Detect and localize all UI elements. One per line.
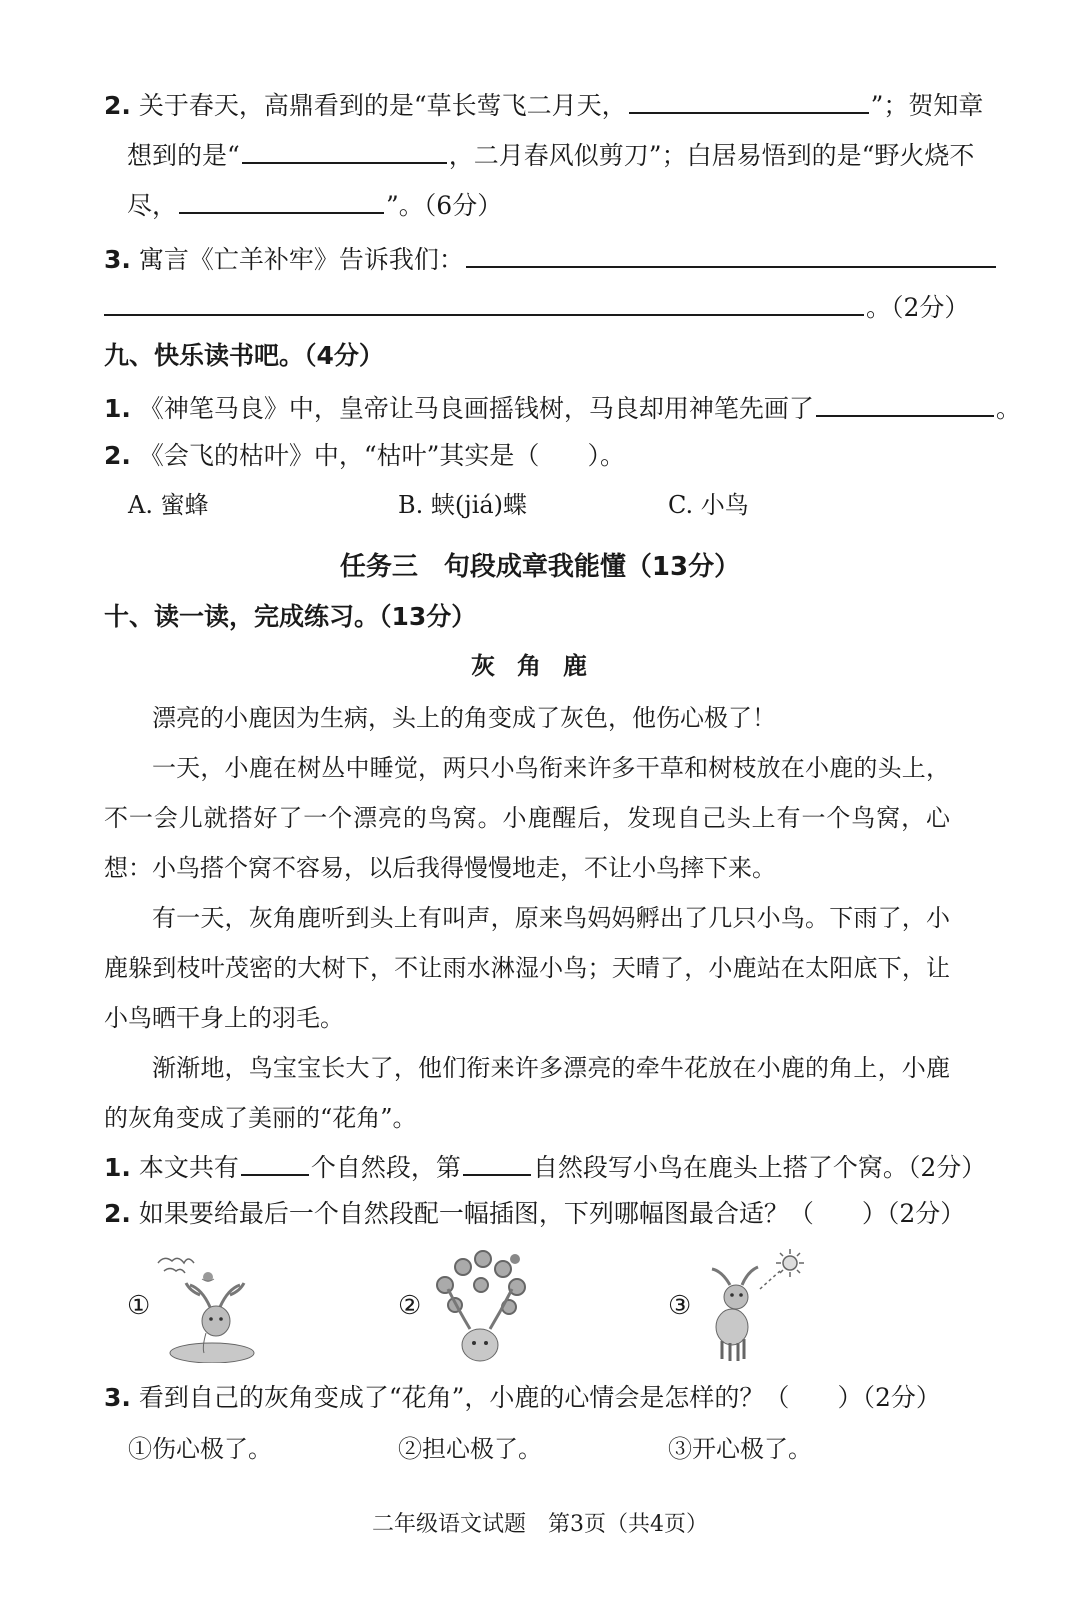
q8-2-line2	[127, 136, 975, 174]
question-text: ”。（6分）	[386, 191, 503, 220]
question-text: 寓言《亡羊补牢》告诉我们：	[138, 245, 464, 274]
answer-blank[interactable]	[104, 288, 864, 316]
antler-icon	[186, 1283, 244, 1307]
option-b[interactable]: B. 蛱(jiá)蝶	[398, 491, 528, 519]
story-paragraph: 有一天，灰角鹿听到头上有叫声，原来鸟妈妈孵出了几只小鸟。下雨了，小鹿躲到枝叶茂密的大树下，不让雨水淋湿小鸟；天晴了，小鹿站在太阳底下，让小鸟晒干身上的羽毛。	[104, 904, 950, 1032]
question-text: ”；贺知章	[870, 91, 984, 120]
option-c[interactable]: C. 小鸟	[668, 491, 749, 519]
answer-blank[interactable]	[629, 86, 869, 114]
story-body	[104, 693, 950, 1143]
question-text: ）。	[587, 441, 625, 470]
q8-2-line1	[104, 86, 984, 124]
pic-label-2[interactable]: ②	[398, 1291, 422, 1321]
q10-3	[104, 1380, 950, 1416]
q8-2-line3	[127, 186, 950, 224]
question-number: 2.	[104, 441, 131, 470]
answer-blank[interactable]	[241, 1148, 309, 1176]
question-text: 《会飞的枯叶》中，“枯叶”其实是（	[138, 441, 540, 470]
answer-blank[interactable]	[816, 389, 994, 417]
question-number: 3.	[104, 1383, 131, 1412]
q3-option-1[interactable]: ①伤心极了。	[128, 1435, 272, 1463]
story-paragraph: 漂亮的小鹿因为生病，头上的角变成了灰色，他伤心极了！	[152, 704, 776, 732]
question-text: 个自然段，第	[310, 1153, 461, 1182]
q9-2	[104, 438, 950, 474]
antler-icon	[448, 1289, 512, 1329]
option-a[interactable]: A. 蜜蜂	[128, 491, 209, 519]
sun-icon	[760, 1249, 804, 1289]
answer-blank[interactable]	[466, 240, 996, 268]
question-text: ，二月春风似剪刀”；白居易悟到的是“野火烧不	[448, 141, 975, 170]
story-paragraph: 一天，小鹿在树丛中睡觉，两只小鸟衔来许多干草和树枝放在小鹿的头上，不一会儿就搭好了一个漂亮的鸟窝。小鹿醒后，发现自己头上有一个鸟窝，心想：小鸟搭个窝不容易，以后我得慢慢地走，不让小鸟摔下来。	[104, 754, 950, 882]
q8-3-line2	[104, 288, 970, 326]
answer-blank[interactable]	[179, 186, 384, 214]
q3-option-2[interactable]: ②担心极了。	[398, 1435, 542, 1463]
question-number: 2.	[104, 91, 131, 120]
question-score: 。（2分）	[866, 293, 970, 322]
page-footer: 二年级语文试题 第3页（共4页）	[372, 1512, 708, 1537]
story-paragraph: 渐渐地，鸟宝宝长大了，他们衔来许多漂亮的牵牛花放在小鹿的角上，小鹿的灰角变成了美丽的“花角”。	[104, 1054, 950, 1132]
task-3-heading: 任务三 句段成章我能懂（13分）	[339, 552, 741, 582]
question-number: 1.	[104, 394, 131, 423]
question-text: 本文共有	[138, 1153, 239, 1182]
q10-2	[104, 1196, 966, 1232]
section-10-heading: 十、读一读，完成练习。（13分）	[104, 602, 477, 631]
pic-label-3[interactable]: ③	[668, 1291, 692, 1321]
question-text: 《神笔马良》中，皇帝让马良画摇钱树，马良却用神笔先画了	[138, 394, 814, 423]
antler-icon	[712, 1267, 758, 1285]
question-text: 。	[995, 394, 1021, 423]
q9-1	[104, 389, 1021, 427]
question-number: 1.	[104, 1153, 131, 1182]
question-text: 想到的是“	[127, 141, 240, 170]
cloud-icon	[158, 1258, 194, 1263]
question-text: 看到自己的灰角变成了“花角”，小鹿的心情会是怎样的？（	[138, 1383, 790, 1412]
story-title: 灰角鹿	[471, 652, 609, 680]
question-text: 自然段写小鸟在鹿头上搭了个窝。（2分）	[532, 1153, 987, 1182]
question-number: 3.	[104, 245, 131, 274]
q8-3-line1	[104, 240, 950, 278]
question-text: ）（2分）	[861, 1199, 966, 1228]
section-9-heading: 九、快乐读书吧。（4分）	[104, 341, 384, 370]
answer-blank[interactable]	[463, 1148, 531, 1176]
question-text: 如果要给最后一个自然段配一幅插图，下列哪幅图最合适？（	[138, 1199, 814, 1228]
question-text: 关于春天，高鼎看到的是“草长莺飞二月天，	[138, 91, 627, 120]
deer-lying-picture[interactable]	[150, 1245, 270, 1363]
q3-option-3[interactable]: ③开心极了。	[668, 1435, 812, 1463]
deer-flower-antlers-picture[interactable]	[425, 1245, 535, 1363]
question-number: 2.	[104, 1199, 131, 1228]
deer-standing-sun-picture[interactable]	[692, 1245, 812, 1363]
q10-1	[104, 1148, 987, 1186]
question-text: ）（2分）	[837, 1383, 941, 1412]
pic-label-1[interactable]: ①	[127, 1291, 151, 1321]
bird-icon	[510, 1254, 520, 1264]
answer-blank[interactable]	[242, 136, 447, 164]
question-text: 尽，	[127, 191, 178, 220]
